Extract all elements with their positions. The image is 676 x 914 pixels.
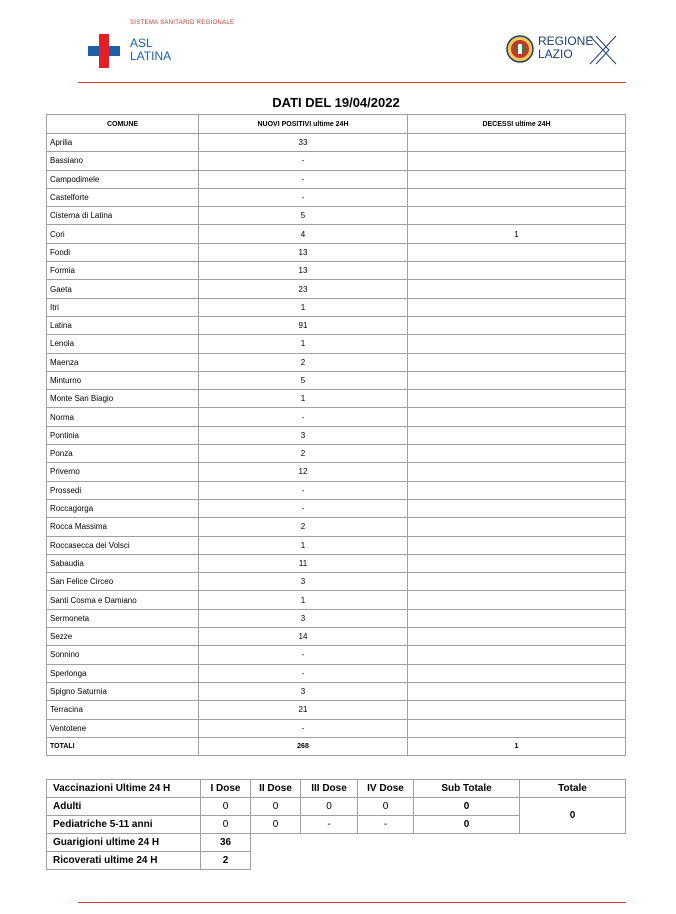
vax-pediatriche-dose4: -: [358, 816, 414, 834]
ricoverati-label: Ricoverati ultime 24 H: [47, 852, 201, 870]
cell-decessi: [408, 262, 626, 280]
table-row: [47, 463, 626, 481]
region-name: [538, 35, 593, 61]
table-row: [47, 298, 626, 316]
vax-pediatriche-dose3: -: [301, 816, 358, 834]
cell-comune: Monte San Biagio: [47, 390, 199, 408]
table-row: [47, 426, 626, 444]
cell-nuovi-positivi: 5: [199, 207, 408, 225]
cell-comune: Sperlonga: [47, 664, 199, 682]
cell-comune: Sabaudia: [47, 554, 199, 572]
table-row: [47, 445, 626, 463]
footer-divider: [78, 902, 626, 903]
cell-decessi: [408, 445, 626, 463]
table-row: [47, 481, 626, 499]
table-row: [47, 243, 626, 261]
cell-decessi: [408, 152, 626, 170]
totals-nuovi-positivi: 268: [199, 737, 408, 755]
table-row: [47, 207, 626, 225]
table-row: [47, 390, 626, 408]
cell-decessi: [408, 609, 626, 627]
vax-header-subtotale: Sub Totale: [414, 780, 520, 798]
table-row: [47, 408, 626, 426]
cell-decessi: [408, 390, 626, 408]
positives-table-body: [47, 134, 626, 756]
cell-comune: Terracina: [47, 701, 199, 719]
cell-nuovi-positivi: 12: [199, 463, 408, 481]
cell-decessi: [408, 664, 626, 682]
cell-nuovi-positivi: 4: [199, 225, 408, 243]
asl-subtitle: SISTEMA SANITARIO REGIONALE: [130, 20, 235, 26]
cell-decessi: [408, 188, 626, 206]
cell-nuovi-positivi: -: [199, 188, 408, 206]
cell-comune: Minturno: [47, 371, 199, 389]
table-row: [47, 536, 626, 554]
cell-decessi: [408, 701, 626, 719]
cell-nuovi-positivi: 1: [199, 591, 408, 609]
cell-comune: Spigno Saturnia: [47, 682, 199, 700]
table-row: [47, 353, 626, 371]
cell-nuovi-positivi: -: [199, 481, 408, 499]
table-row: [47, 335, 626, 353]
cell-nuovi-positivi: 2: [199, 518, 408, 536]
vax-adulti-dose1: 0: [201, 798, 251, 816]
table-row: [47, 225, 626, 243]
guarigioni-row: [47, 834, 626, 852]
cell-nuovi-positivi: 2: [199, 353, 408, 371]
cell-decessi: [408, 298, 626, 316]
vax-adulti-dose2: 0: [251, 798, 301, 816]
guarigioni-value: 36: [201, 834, 251, 852]
cell-decessi: [408, 207, 626, 225]
table-row: [47, 152, 626, 170]
table-row: [47, 701, 626, 719]
positives-table: [46, 114, 626, 756]
cell-comune: Bassiano: [47, 152, 199, 170]
cell-decessi: [408, 463, 626, 481]
cell-nuovi-positivi: 1: [199, 298, 408, 316]
cell-comune: Fondi: [47, 243, 199, 261]
cell-nuovi-positivi: 13: [199, 262, 408, 280]
vax-header-dose3: III Dose: [301, 780, 358, 798]
table-row: [47, 628, 626, 646]
totals-decessi: 1: [408, 737, 626, 755]
cell-comune: Sermoneta: [47, 609, 199, 627]
cell-decessi: [408, 408, 626, 426]
cell-decessi: [408, 628, 626, 646]
cell-comune: Santi Cosma e Damiano: [47, 591, 199, 609]
vax-pediatriche-subtotale: 0: [414, 816, 520, 834]
cell-nuovi-positivi: 23: [199, 280, 408, 298]
cell-nuovi-positivi: 3: [199, 682, 408, 700]
regione-lazio-emblem-icon: [506, 34, 534, 64]
cell-nuovi-positivi: 91: [199, 316, 408, 334]
cell-comune: Formia: [47, 262, 199, 280]
cell-nuovi-positivi: -: [199, 408, 408, 426]
vax-header-row: [47, 780, 626, 798]
cell-decessi: [408, 316, 626, 334]
regione-lazio-logo: [506, 32, 618, 72]
asl-name-line1: ASL: [130, 36, 153, 50]
cell-nuovi-positivi: 3: [199, 609, 408, 627]
vax-header-dose2: II Dose: [251, 780, 301, 798]
vax-label-adulti: Adulti: [47, 798, 201, 816]
region-name-line2: LAZIO: [538, 47, 573, 61]
vax-totale-value: 0: [520, 798, 626, 834]
cell-comune: Cori: [47, 225, 199, 243]
cell-decessi: [408, 481, 626, 499]
cell-nuovi-positivi: -: [199, 719, 408, 737]
table-row: [47, 280, 626, 298]
cell-decessi: [408, 134, 626, 152]
vax-row-adulti: [47, 798, 626, 816]
cell-comune: Lenola: [47, 335, 199, 353]
asl-name-line2: LATINA: [130, 49, 172, 63]
col-header-comune: COMUNE: [47, 115, 199, 134]
totals-label: TOTALI: [47, 737, 199, 755]
cell-decessi: [408, 554, 626, 572]
cell-comune: Rocca Massima: [47, 518, 199, 536]
cell-decessi: [408, 426, 626, 444]
cell-comune: Ventotene: [47, 719, 199, 737]
cell-comune: Maenza: [47, 353, 199, 371]
cell-nuovi-positivi: -: [199, 646, 408, 664]
cell-decessi: [408, 591, 626, 609]
cell-comune: Prossedi: [47, 481, 199, 499]
table-row: [47, 573, 626, 591]
col-header-decessi: DECESSI ultime 24H: [408, 115, 626, 134]
cell-comune: Latina: [47, 316, 199, 334]
vax-header-dose1: I Dose: [201, 780, 251, 798]
cell-comune: Norma: [47, 408, 199, 426]
vax-header-dose4: IV Dose: [358, 780, 414, 798]
cell-decessi: [408, 280, 626, 298]
cell-comune: Itri: [47, 298, 199, 316]
cell-comune: Cisterna di Latina: [47, 207, 199, 225]
cell-decessi: 1: [408, 225, 626, 243]
table-row: [47, 518, 626, 536]
cell-comune: Castelforte: [47, 188, 199, 206]
cell-comune: Sezze: [47, 628, 199, 646]
vax-adulti-dose3: 0: [301, 798, 358, 816]
asl-latina-logo: [78, 14, 278, 74]
cell-decessi: [408, 719, 626, 737]
cell-nuovi-positivi: 1: [199, 335, 408, 353]
table-row: [47, 591, 626, 609]
vax-header-title: Vaccinazioni Ultime 24 H: [47, 780, 201, 798]
cell-decessi: [408, 573, 626, 591]
cell-decessi: [408, 536, 626, 554]
col-header-nuovi-positivi: NUOVI POSITIVI ultime 24H: [199, 115, 408, 134]
table-row: [47, 664, 626, 682]
table-row: [47, 134, 626, 152]
table-row: [47, 554, 626, 572]
cell-comune: Roccasecca dei Volsci: [47, 536, 199, 554]
cell-comune: Campodimele: [47, 170, 199, 188]
table-header-row: [47, 115, 626, 134]
lazio-x-mark-icon: [588, 34, 618, 66]
ricoverati-value: 2: [201, 852, 251, 870]
cell-nuovi-positivi: 3: [199, 573, 408, 591]
table-row: [47, 316, 626, 334]
cell-decessi: [408, 353, 626, 371]
medical-cross-icon: [88, 34, 120, 68]
table-row: [47, 188, 626, 206]
vax-adulti-dose4: 0: [358, 798, 414, 816]
cell-comune: Sonnino: [47, 646, 199, 664]
cell-comune: San Felice Circeo: [47, 573, 199, 591]
table-row: [47, 499, 626, 517]
cell-comune: Roccagorga: [47, 499, 199, 517]
cell-decessi: [408, 243, 626, 261]
cell-comune: Gaeta: [47, 280, 199, 298]
cell-nuovi-positivi: 14: [199, 628, 408, 646]
table-row: [47, 682, 626, 700]
cell-nuovi-positivi: -: [199, 152, 408, 170]
cell-decessi: [408, 499, 626, 517]
cell-decessi: [408, 170, 626, 188]
table-row: [47, 719, 626, 737]
cell-nuovi-positivi: 13: [199, 243, 408, 261]
vax-label-pediatriche: Pediatriche 5-11 anni: [47, 816, 201, 834]
page-header: [78, 14, 626, 84]
asl-name: [130, 37, 171, 63]
vax-header-totale: Totale: [520, 780, 626, 798]
cell-nuovi-positivi: 2: [199, 445, 408, 463]
cell-nuovi-positivi: -: [199, 664, 408, 682]
cell-decessi: [408, 371, 626, 389]
cell-comune: Priverno: [47, 463, 199, 481]
cell-nuovi-positivi: -: [199, 499, 408, 517]
cell-nuovi-positivi: 1: [199, 536, 408, 554]
cell-nuovi-positivi: 1: [199, 390, 408, 408]
totals-row: [47, 737, 626, 755]
cell-decessi: [408, 335, 626, 353]
cell-comune: Pontinia: [47, 426, 199, 444]
header-divider: [78, 82, 626, 83]
cell-nuovi-positivi: 21: [199, 701, 408, 719]
ricoverati-row: [47, 852, 626, 870]
table-row: [47, 609, 626, 627]
vax-pediatriche-dose2: 0: [251, 816, 301, 834]
cell-nuovi-positivi: 3: [199, 426, 408, 444]
cell-nuovi-positivi: 33: [199, 134, 408, 152]
vaccination-table: [46, 779, 626, 870]
vax-adulti-subtotale: 0: [414, 798, 520, 816]
table-row: [47, 371, 626, 389]
table-row: [47, 170, 626, 188]
cell-nuovi-positivi: 5: [199, 371, 408, 389]
vax-pediatriche-dose1: 0: [201, 816, 251, 834]
region-name-line1: REGIONE: [538, 34, 594, 48]
table-row: [47, 262, 626, 280]
cell-comune: Aprilia: [47, 134, 199, 152]
cell-nuovi-positivi: 11: [199, 554, 408, 572]
cell-decessi: [408, 682, 626, 700]
guarigioni-label: Guarigioni ultime 24 H: [47, 834, 201, 852]
cell-decessi: [408, 518, 626, 536]
cell-comune: Ponza: [47, 445, 199, 463]
cell-decessi: [408, 646, 626, 664]
table-row: [47, 646, 626, 664]
cell-nuovi-positivi: -: [199, 170, 408, 188]
document-title: DATI DEL 19/04/2022: [272, 95, 400, 110]
